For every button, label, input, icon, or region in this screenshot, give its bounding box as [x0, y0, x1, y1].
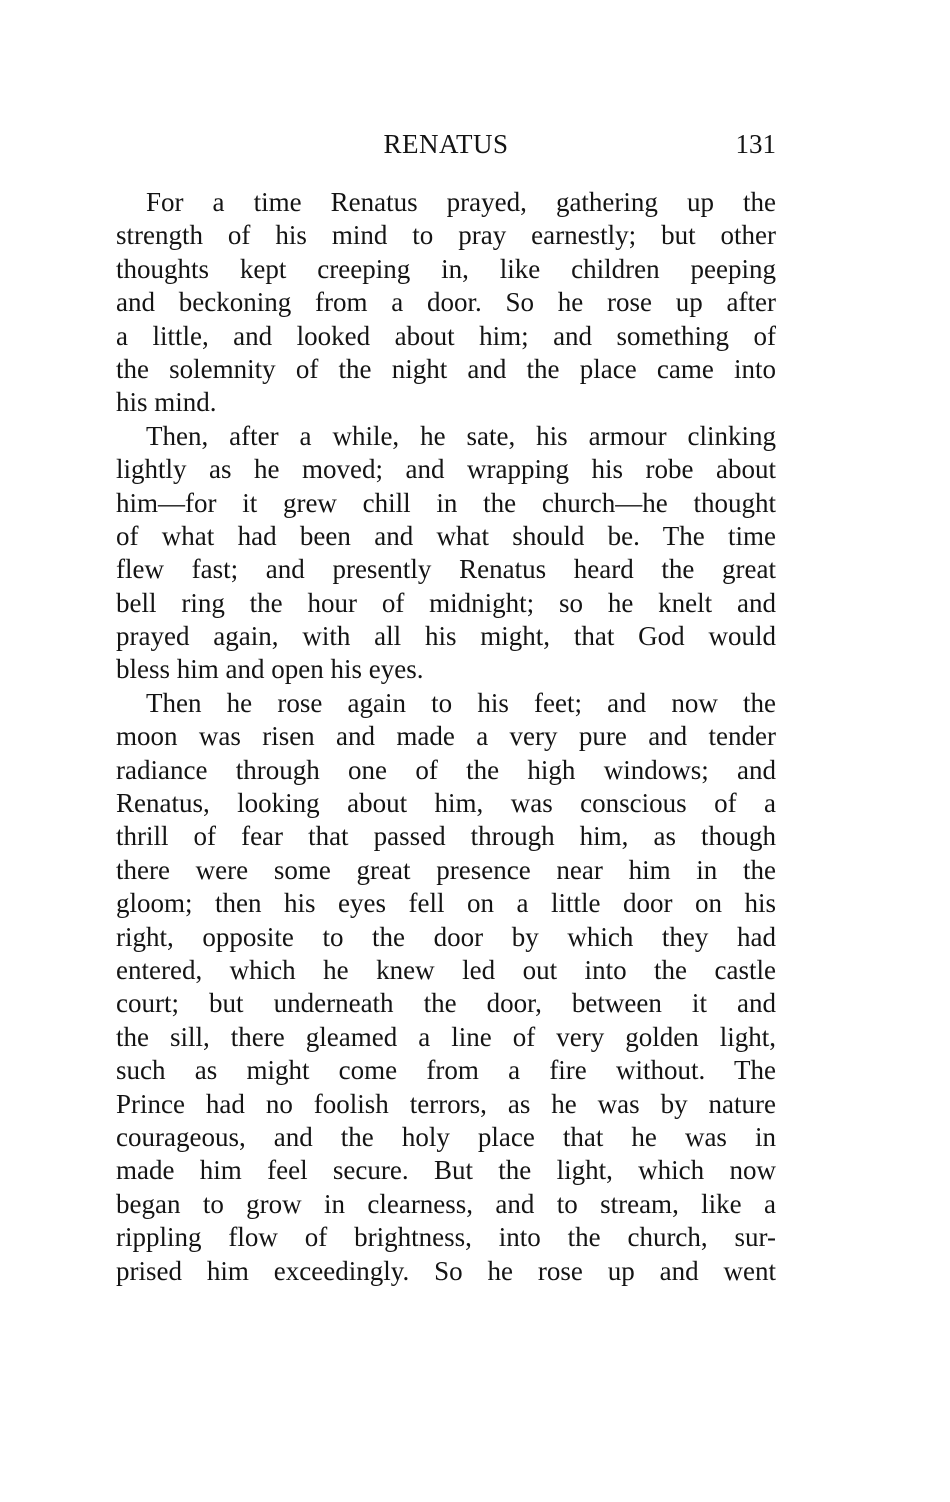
text-line: began to grow in clearness, and to stream, like a	[116, 1188, 776, 1219]
text-line: lightly as he moved; and wrapping his robe about	[116, 454, 776, 485]
text-line: prised him exceedingly. So he rose up and went	[116, 1255, 776, 1286]
running-title: RENATUS	[383, 129, 509, 159]
text-line: rippling flow of brightness, into the church, sur-	[116, 1222, 776, 1253]
text-line: the solemnity of the night and the place came into	[116, 353, 776, 384]
text-line: radiance through one of the high windows; and	[116, 754, 776, 785]
text-line: For a time Renatus prayed, gathering up the	[146, 187, 776, 217]
text-line: him—for it grew chill in the church—he thought	[116, 487, 776, 518]
text-line: strength of his mind to pray earnestly; but other	[116, 220, 776, 251]
text-line: his mind.	[116, 387, 217, 418]
text-line: entered, which he knew led out into the castle	[116, 954, 776, 985]
page-number: 131	[735, 129, 776, 159]
text-line: flew fast; and presently Renatus heard the great	[116, 554, 776, 585]
text-line: Then, after a while, he sate, his armour clinking	[146, 420, 776, 451]
text-line: of what had been and what should be. The time	[116, 520, 776, 551]
text-line: court; but underneath the door, between it and	[116, 988, 776, 1019]
text-line: the sill, there gleamed a line of very golden light,	[116, 1021, 776, 1052]
text-line: moon was risen and made a very pure and tender	[116, 721, 776, 752]
text-line: right, opposite to the door by which they had	[116, 921, 776, 952]
text-line: thrill of fear that passed through him, as though	[116, 821, 776, 852]
text-line: bless him and open his eyes.	[116, 654, 424, 685]
text-line: Prince had no foolish terrors, as he was by nature	[116, 1088, 776, 1119]
text-line: and beckoning from a door. So he rose up after	[116, 287, 776, 318]
running-head	[116, 124, 776, 164]
text-line: Then he rose again to his feet; and now the	[146, 687, 776, 718]
text-line: thoughts kept creeping in, like children peeping	[116, 253, 776, 284]
text-line: prayed again, with all his might, that God would	[116, 621, 776, 652]
text-line: courageous, and the holy place that he was in	[116, 1121, 776, 1152]
text-line: a little, and looked about him; and something of	[116, 320, 776, 351]
text-line: gloom; then his eyes fell on a little door on his	[116, 888, 776, 919]
text-line: made him feel secure. But the light, which now	[116, 1155, 776, 1186]
text-line: there were some great presence near him in the	[116, 854, 776, 885]
text-line: bell ring the hour of midnight; so he knelt and	[116, 587, 776, 618]
body-text	[116, 186, 776, 1288]
text-line: Renatus, looking about him, was conscious of a	[116, 788, 776, 819]
text-line: such as might come from a fire without. The	[116, 1055, 776, 1086]
